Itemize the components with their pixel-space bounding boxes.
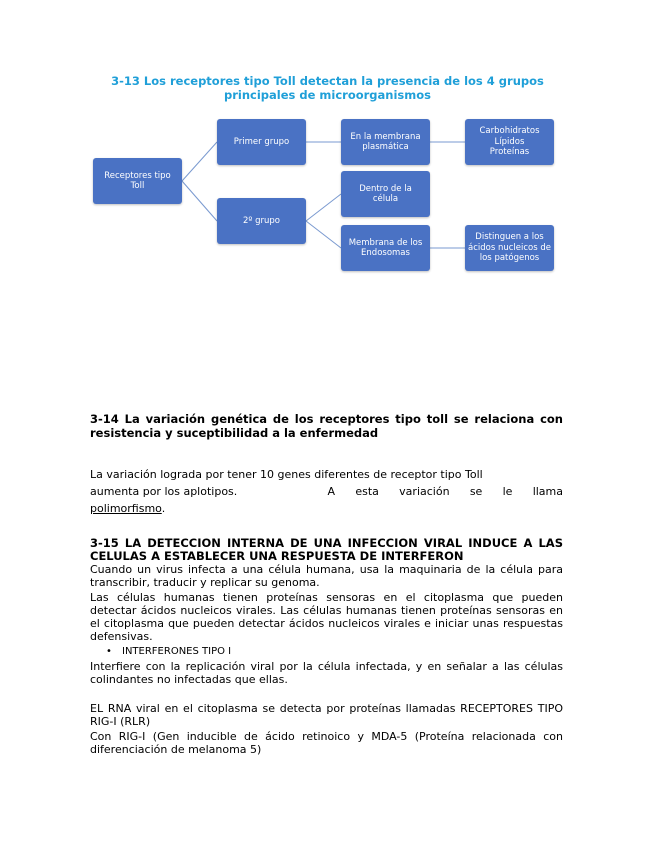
line2-part-e: se bbox=[469, 485, 483, 498]
term-polimorfismo: polimorfismo bbox=[90, 502, 162, 515]
node-carbohidratos: Carbohidratos Lípidos Proteínas bbox=[465, 119, 554, 165]
line2-part-c: esta bbox=[355, 485, 379, 498]
diagram-title: 3-13 Los receptores tipo Toll detectan la presencia de los 4 grupos principales de microorganismos bbox=[111, 74, 544, 102]
node-membrana-plasmatica: En la membrana plasmática bbox=[341, 119, 430, 165]
line2-part-b: A bbox=[327, 485, 336, 498]
paragraph-3-14-line3 bbox=[90, 502, 563, 516]
line3-period: . bbox=[161, 502, 166, 515]
heading-3-15: 3-15 LA DETECCION INTERNA DE UNA INFECCION VIRAL INDUCE A LAS CELULAS A ESTABLECER UNA RESPUESTA DE INTERFERON bbox=[90, 536, 563, 563]
connector-group2-child2 bbox=[306, 221, 341, 248]
paragraph-3-15-p1: Cuando un virus infecta a una célula humana, usa la maquinaria de la célula para transcribir, traducir y replicar su genoma. bbox=[90, 563, 563, 589]
node-receptores-toll: Receptores tipo Toll bbox=[93, 158, 182, 204]
line2-part-f: le bbox=[502, 485, 513, 498]
node-acidos-nucleicos: Distinguen a los ácidos nucleicos de los patógenos bbox=[465, 225, 554, 271]
toll-receptor-diagram bbox=[0, 0, 655, 300]
node-segundo-grupo: 2º grupo bbox=[217, 198, 306, 244]
connector-root-group2 bbox=[182, 181, 217, 221]
paragraph-3-14-line1: La variación lograda por tener 10 genes diferentes de receptor tipo Toll bbox=[90, 468, 483, 481]
connector-group2-child1 bbox=[306, 194, 341, 221]
node-primer-grupo: Primer grupo bbox=[217, 119, 306, 165]
bullet-dot-icon: • bbox=[106, 646, 112, 657]
heading-3-14: 3-14 La variación genética de los receptores tipo toll se relaciona con resistencia y suceptibilidad a la enfermedad bbox=[90, 412, 563, 440]
line2-part-a: aumenta por los aplotipos. bbox=[90, 485, 238, 498]
node-dentro-celula: Dentro de la célula bbox=[341, 171, 430, 217]
paragraph-3-15-p3: Interfiere con la replicación viral por la célula infectada, y en señalar a las células colindantes no infectadas que ellas. bbox=[90, 660, 563, 686]
bullet-text: INTERFERONES TIPO I bbox=[122, 646, 232, 657]
diagram-connectors bbox=[0, 0, 655, 300]
line2-part-d: variación bbox=[399, 485, 450, 498]
line2-part-g: llama bbox=[532, 485, 563, 498]
connector-root-group1 bbox=[182, 142, 217, 181]
paragraph-3-15-p5: Con RIG-I (Gen inducible de ácido retinoico y MDA-5 (Proteína relacionada con diferenciación de melanoma 5) bbox=[90, 730, 563, 756]
node-membrana-endosomas: Membrana de los Endosomas bbox=[341, 225, 430, 271]
paragraph-3-14-line2 bbox=[90, 485, 563, 499]
bullet-interferones bbox=[106, 645, 231, 658]
paragraph-3-15-p2: Las células humanas tienen proteínas sensoras en el citoplasma que pueden detectar ácidos nucleicos virales. Las células humanas tienen proteínas sensoras en el citoplasma que pueden detectar ácidos nucleicos virales e iniciar unas respuestas defensivas. bbox=[90, 591, 563, 643]
paragraph-3-15-p4: EL RNA viral en el citoplasma se detecta por proteínas llamadas RECEPTORES TIPO RIG-I (RLR) bbox=[90, 702, 563, 728]
